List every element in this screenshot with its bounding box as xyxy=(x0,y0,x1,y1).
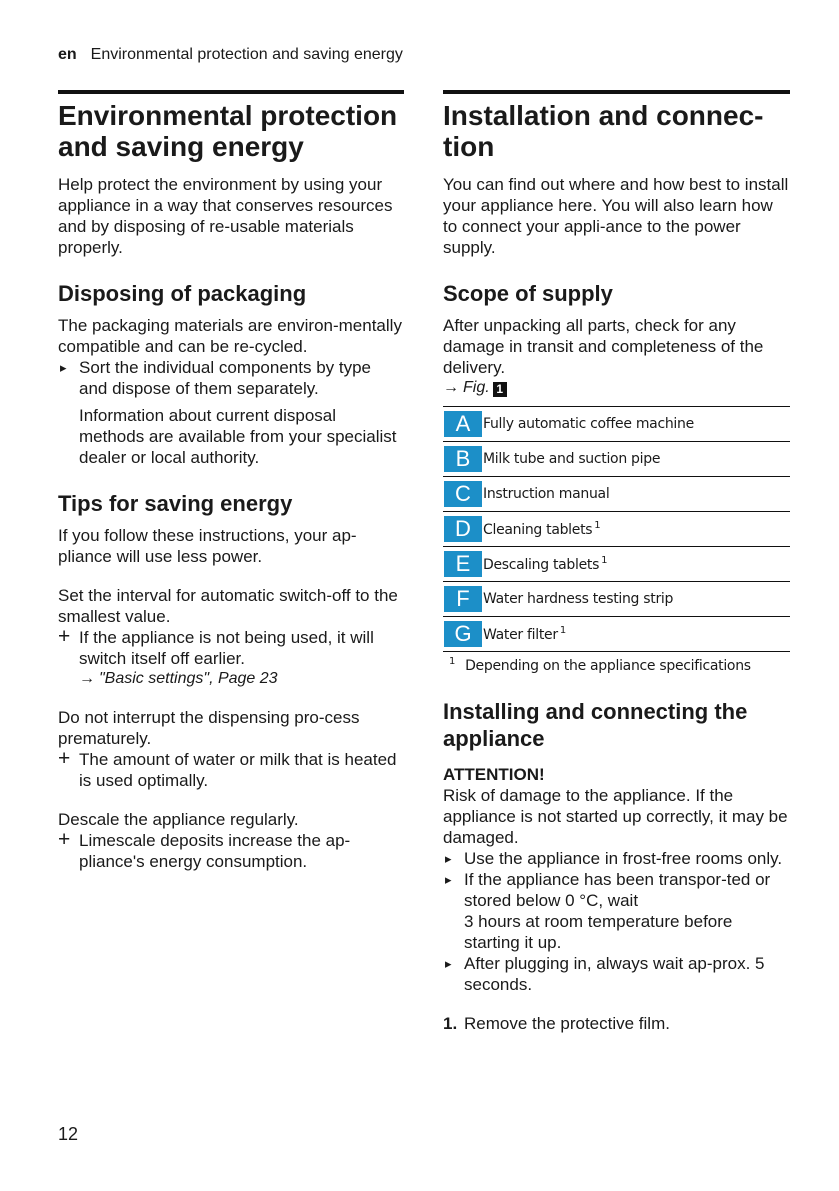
step-remove-film: 1. Remove the protective film. xyxy=(443,1014,670,1033)
item-letter-badge: D xyxy=(444,516,482,542)
heading-disposing-packaging: Disposing of packaging xyxy=(58,281,307,306)
supply-row xyxy=(443,442,790,477)
figure-reference[interactable]: → Fig. 1 xyxy=(443,378,790,398)
item-letter-badge: E xyxy=(444,551,482,577)
item-description: Water filter xyxy=(483,627,558,643)
item-description: Instruction manual xyxy=(483,486,610,502)
item-description: Cleaning tablets xyxy=(483,522,593,538)
scope-text: After unpacking all parts, check for any damage in transit and completeness of the delivery. xyxy=(443,316,764,377)
item-letter-badge: C xyxy=(444,481,482,507)
supply-row xyxy=(443,547,790,582)
running-header xyxy=(58,46,403,64)
item-letter-badge: G xyxy=(444,621,482,647)
tip-auto-switch-off-benefit: + If the appliance is not being used, it will switch itself off earlier. xyxy=(58,627,404,669)
item-letter-badge: A xyxy=(444,411,482,437)
section-rule xyxy=(443,90,790,94)
tip-descale: Descale the appliance regularly. xyxy=(58,810,299,829)
packaging-text: The packaging materials are environ-mentally compatible and can be re-cycled. xyxy=(58,316,402,356)
tip-descale-benefit: + Limescale deposits increase the ap-pliance's energy consumption. xyxy=(58,830,404,872)
item-description: Water hardness testing strip xyxy=(483,591,674,607)
page-number: 12 xyxy=(58,1124,79,1144)
item-letter-badge: B xyxy=(444,446,482,472)
wait-bullet: ▸ After plugging in, always wait ap-prox. 5 seconds. xyxy=(443,953,790,995)
supply-row xyxy=(443,407,790,442)
item-description: Descaling tablets xyxy=(483,557,600,573)
frost-free-bullet: ▸ Use the appliance in frost-free rooms only. xyxy=(443,848,790,869)
arrow-right-icon: → xyxy=(443,379,459,396)
item-letter-badge: F xyxy=(444,586,482,612)
section-rule xyxy=(58,90,404,94)
basic-settings-reference[interactable]: → "Basic settings", Page 23 xyxy=(79,670,278,687)
left-column xyxy=(58,90,404,872)
item-description: Milk tube and suction pipe xyxy=(483,451,661,467)
footnote-marker: 1 xyxy=(594,520,601,531)
tip-dispensing: Do not interrupt the dispensing pro-cess prematurely. xyxy=(58,708,360,748)
tips-intro: If you follow these instructions, your ap-pliance will use less power. xyxy=(58,526,357,566)
supply-row xyxy=(443,477,790,512)
footnote: $^1$ Depending on the appliance specifications xyxy=(449,656,751,674)
tip-auto-switch-off: Set the interval for automatic switch-off to the smallest value. xyxy=(58,586,398,626)
installation-intro: You can find out where and how best to install your appliance here. You will also learn how to connect your appli-ance to the power supply. xyxy=(443,175,789,257)
supply-row xyxy=(443,582,790,617)
scope-of-supply-table xyxy=(443,406,790,652)
section-title-installation: Installation and connec-tion xyxy=(443,100,764,162)
temperature-bullet: ▸ If the appliance has been transpor-ted or stored below 0 °C, wait 3 hours at room temperature before starting it up. xyxy=(443,869,790,953)
packaging-note: Information about current disposal methods are available from your specialist dealer or local authority. xyxy=(79,406,397,467)
language-code: en xyxy=(58,46,77,63)
tip-dispensing-benefit: + The amount of water or milk that is heated is used optimally. xyxy=(58,749,404,791)
item-description: Fully automatic coffee machine xyxy=(483,416,694,432)
right-column xyxy=(443,90,790,1034)
heading-installing-connecting: Installing and connecting the appliance xyxy=(443,699,748,751)
attention-warning: Risk of damage to the appliance. If the appliance is not started up correctly, it may be damaged. xyxy=(443,786,788,847)
footnote-marker: 1 xyxy=(559,625,566,636)
heading-tips-energy: Tips for saving energy xyxy=(58,491,293,516)
attention-label: ATTENTION! xyxy=(443,765,545,784)
header-section-title: Environmental protection and saving energy xyxy=(90,46,403,63)
arrow-right-icon: → xyxy=(79,670,95,687)
packaging-bullet: ▸ Sort the individual components by type and dispose of them separately. xyxy=(58,357,404,399)
heading-scope-supply: Scope of supply xyxy=(443,281,613,306)
footnote-marker: 1 xyxy=(601,555,608,566)
section-title-environment: Environmental protection and saving energy xyxy=(58,100,398,162)
supply-row xyxy=(443,617,790,652)
figure-number: 1 xyxy=(493,382,507,397)
environment-intro: Help protect the environment by using your appliance in a way that conserves resources and by disposing of re-usable materials properly. xyxy=(58,175,393,257)
supply-row xyxy=(443,512,790,547)
